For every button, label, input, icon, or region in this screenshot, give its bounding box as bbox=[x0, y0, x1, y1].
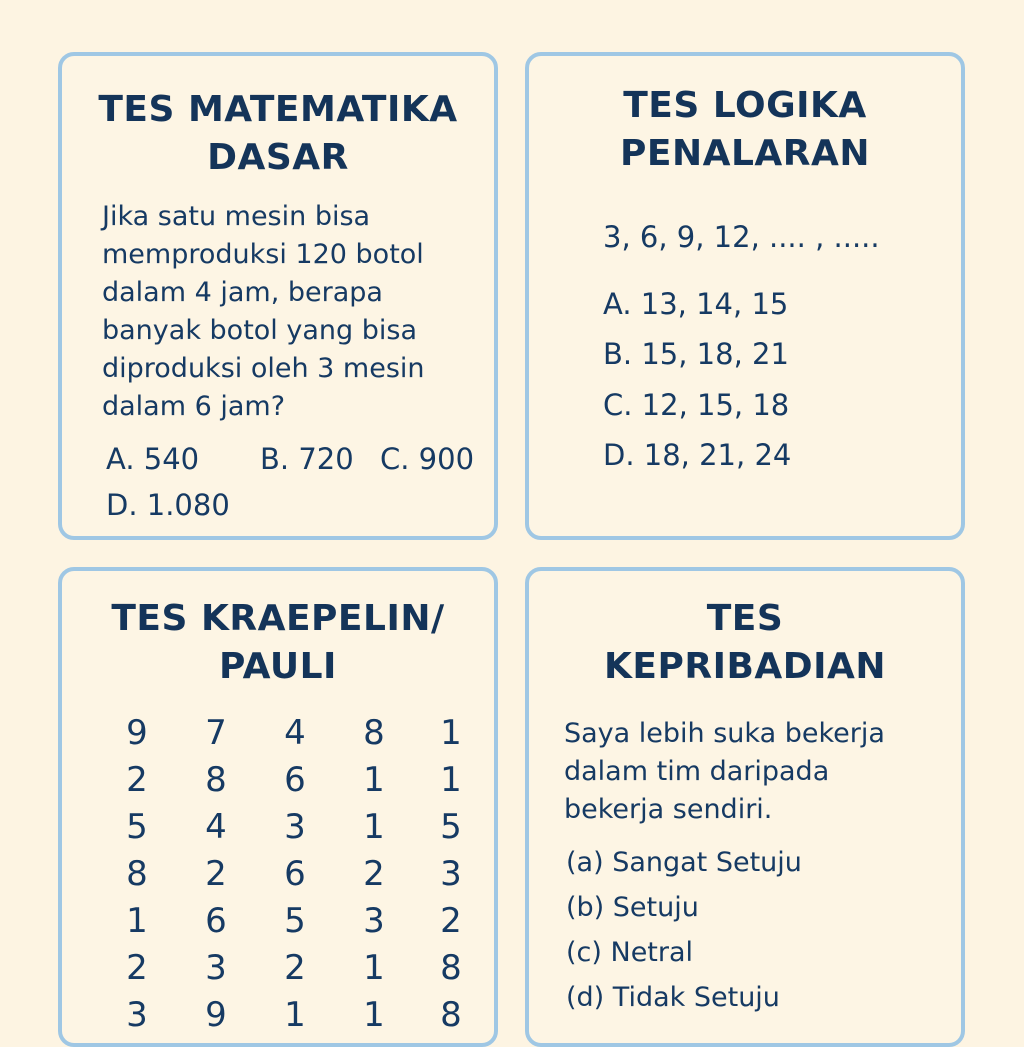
kraepelin-digit: 1 bbox=[284, 995, 306, 1035]
kraepelin-digit: 3 bbox=[284, 807, 306, 847]
kraepelin-digit: 3 bbox=[440, 854, 462, 894]
math-test-title: TES MATEMATIKA DASAR bbox=[98, 89, 458, 178]
kraepelin-digit: 9 bbox=[126, 713, 148, 753]
logic-option-d[interactable]: D. 18, 21, 24 bbox=[603, 438, 792, 472]
kraepelin-digit: 2 bbox=[363, 854, 385, 894]
logic-test-title: TES LOGIKA PENALARAN bbox=[620, 85, 870, 174]
logic-option-b[interactable]: B. 15, 18, 21 bbox=[603, 337, 789, 371]
kraepelin-digit: 6 bbox=[284, 854, 306, 894]
math-option-b[interactable]: B. 720 bbox=[260, 442, 354, 476]
kraepelin-digit: 1 bbox=[126, 901, 148, 941]
kraepelin-digit: 5 bbox=[284, 901, 306, 941]
personality-option-a[interactable]: (a) Sangat Setuju bbox=[566, 847, 802, 878]
personality-test-title: TES KEPRIBADIAN bbox=[603, 598, 887, 687]
kraepelin-digit: 2 bbox=[205, 854, 227, 894]
kraepelin-digit: 8 bbox=[363, 713, 385, 753]
kraepelin-digit: 9 bbox=[205, 995, 227, 1035]
logic-test-card bbox=[525, 52, 965, 540]
personality-option-d[interactable]: (d) Tidak Setuju bbox=[566, 982, 780, 1013]
kraepelin-digit: 1 bbox=[363, 807, 385, 847]
logic-option-a[interactable]: A. 13, 14, 15 bbox=[603, 287, 789, 321]
kraepelin-digit: 8 bbox=[126, 854, 148, 894]
kraepelin-digit: 4 bbox=[284, 713, 306, 753]
personality-test-card bbox=[525, 567, 965, 1047]
math-option-a[interactable]: A. 540 bbox=[106, 442, 200, 476]
kraepelin-digit: 8 bbox=[205, 760, 227, 800]
personality-statement: Saya lebih suka bekerja dalam tim daripada bekerja sendiri. bbox=[564, 718, 885, 825]
kraepelin-digit: 1 bbox=[440, 713, 462, 753]
kraepelin-digit: 4 bbox=[205, 807, 227, 847]
math-test-card bbox=[58, 52, 498, 540]
personality-option-b[interactable]: (b) Setuju bbox=[566, 892, 699, 923]
math-option-d[interactable]: D. 1.080 bbox=[106, 488, 230, 522]
kraepelin-digit: 1 bbox=[363, 948, 385, 988]
kraepelin-digit: 6 bbox=[205, 901, 227, 941]
kraepelin-digit: 1 bbox=[363, 760, 385, 800]
kraepelin-test-card bbox=[58, 567, 498, 1047]
kraepelin-digit: 8 bbox=[440, 995, 462, 1035]
kraepelin-digit: 3 bbox=[205, 948, 227, 988]
kraepelin-digit: 3 bbox=[126, 995, 148, 1035]
logic-option-c[interactable]: C. 12, 15, 18 bbox=[603, 388, 790, 422]
kraepelin-digit: 5 bbox=[440, 807, 462, 847]
kraepelin-digit: 5 bbox=[126, 807, 148, 847]
kraepelin-test-title: TES KRAEPELIN/ PAULI bbox=[111, 598, 445, 687]
kraepelin-digit: 1 bbox=[363, 995, 385, 1035]
kraepelin-digit: 3 bbox=[363, 901, 385, 941]
math-option-c[interactable]: C. 900 bbox=[380, 442, 475, 476]
kraepelin-digit: 2 bbox=[126, 948, 148, 988]
kraepelin-digit: 6 bbox=[284, 760, 306, 800]
kraepelin-digit: 2 bbox=[440, 901, 462, 941]
logic-sequence: 3, 6, 9, 12, .... , ..... bbox=[603, 220, 880, 254]
kraepelin-digit: 2 bbox=[126, 760, 148, 800]
kraepelin-digit: 1 bbox=[440, 760, 462, 800]
personality-option-c[interactable]: (c) Netral bbox=[566, 937, 694, 968]
math-question: Jika satu mesin bisa memproduksi 120 botol dalam 4 jam, berapa banyak botol yang bisa diproduksi oleh 3 mesin dalam 6 jam? bbox=[102, 201, 425, 422]
kraepelin-digit: 2 bbox=[284, 948, 306, 988]
kraepelin-digit: 7 bbox=[205, 713, 227, 753]
kraepelin-digit: 8 bbox=[440, 948, 462, 988]
